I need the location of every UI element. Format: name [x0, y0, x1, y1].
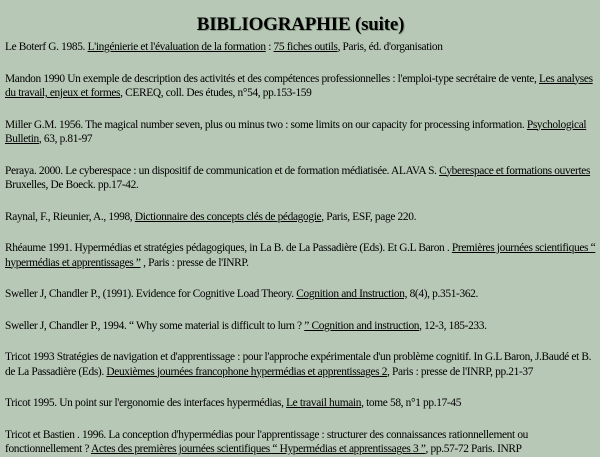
reference-text: Tricot 1995. Un point sur l'ergonomie des interfaces hypermédias, — [5, 397, 287, 409]
reference-text: , Paris, ESF, page 220. — [321, 210, 417, 223]
reference-text: Peraya. 2000. Le cyberespace : un dispositif de communication et de formation médiatisée. ALAVA S. — [5, 164, 440, 177]
reference-item — [5, 40, 596, 55]
reference-text: Bruxelles, De Boeck. pp.17-42. — [5, 179, 139, 191]
reference-title: ” Cognition and instruction — [304, 319, 420, 332]
reference-title: Les analyses du travail, enjeux et formes — [5, 72, 593, 99]
reference-item — [5, 428, 596, 457]
reference-text: , 63, p.81-97 — [38, 133, 93, 145]
reference-text: Le Boterf G. 1985. — [5, 41, 88, 53]
page-title: BIBLIOGRAPHIE (suite) — [196, 14, 405, 35]
reference-text: , Paris : presse de l'INRP. — [140, 256, 249, 269]
reference-text: Tricot et Bastien . 1996. La conception d'hypermédias pour l'apprentissage : structurer des connaissances rationnellement ou fonctionnellement ? — [5, 428, 529, 455]
reference-text: , CEREQ, coll. Des études, n°54, pp.153-159 — [120, 87, 312, 99]
reference-text: , tome 58, n°1 pp.17-45 — [361, 397, 462, 409]
reference-title: Psychological Bulletin — [5, 118, 587, 145]
reference-title: L'ingénierie et l'évaluation de la formation — [87, 41, 266, 53]
reference-text: Tricot 1993 Stratégies de navigation et d'apprentissage : pour l'approche expérimentale d'un problème cognitif. In G.L Baron, J.Baudé et B. de La Passadière (Eds). — [5, 351, 592, 378]
reference-item — [5, 287, 596, 302]
reference-title: Actes des premières journées scientifiques “ Hypermédias et apprentissages 3 ” — [91, 443, 426, 455]
reference-item — [5, 210, 596, 225]
reference-text: Miller G.M. 1956. The magical number seven, plus ou minus two : some limits on our capacity for processing information. — [5, 118, 527, 131]
reference-title: Dictionnaire des concepts clés de pédagogie — [134, 210, 322, 223]
reference-subtitle: 75 fiches outils — [273, 41, 338, 53]
reference-item — [5, 118, 596, 147]
reference-title: Le travail humain — [286, 397, 362, 409]
reference-text: , Paris, éd. d'organisation — [337, 41, 443, 53]
reference-item — [5, 319, 596, 334]
reference-title: Premières journées scientifiques “ hypermédias et apprentissages ” — [5, 242, 596, 269]
reference-text: , 12-3, 185-233. — [419, 319, 487, 332]
reference-text: Raynal, F., Rieunier, A., 1998, — [5, 210, 135, 223]
reference-item — [5, 241, 596, 270]
reference-item — [5, 396, 596, 411]
reference-item — [5, 164, 596, 193]
reference-text: Rhéaume 1991. Hypermédias et stratégies pédagogiques, in La B. de La Passadière (Eds). Et G.L Baron . — [5, 242, 452, 254]
reference-title: Cyberespace et formations ouvertes — [439, 164, 591, 177]
reference-item — [5, 350, 596, 379]
reference-text: , pp.57-72 Paris. INRP — [425, 443, 522, 455]
reference-text: Sweller J, Chandler P., 1994. “ Why some material is difficult to lurn ? — [5, 319, 305, 332]
reference-title: Cognition and Instruction, — [296, 288, 408, 300]
reference-text: Sweller J, Chandler P., (1991). Evidence for Cognitive Load Theory. — [5, 288, 297, 300]
reference-item — [5, 72, 596, 101]
reference-text: : — [265, 41, 274, 53]
reference-text: , Paris : presse de l'INRP, pp.21-37 — [387, 365, 534, 378]
reference-text: 8(4), p.351-362. — [407, 288, 479, 300]
reference-text: Mandon 1990 Un exemple de description des activités et des compétences professionnelles : l'emploi-type secrétaire de vente, — [5, 72, 539, 85]
reference-title: Deuxièmes journées francophone hypermédias et apprentissages 2 — [106, 365, 388, 378]
